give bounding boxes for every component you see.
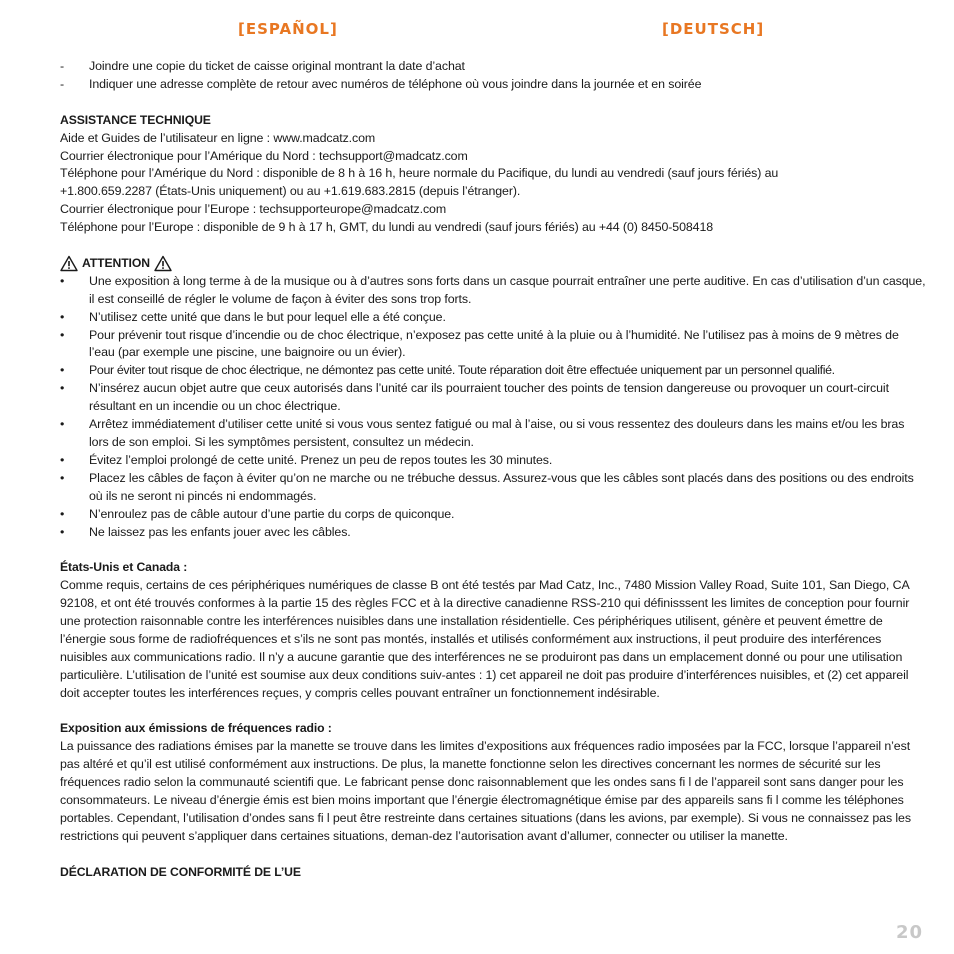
bullet-marker: •: [60, 470, 65, 485]
bullet-marker: •: [60, 327, 65, 342]
document-body: [60, 58, 926, 882]
warning-icon: [60, 255, 78, 272]
bullet-marker: •: [60, 452, 65, 467]
bullet-marker: •: [60, 417, 65, 432]
list-item: • Une exposition à long terme à de la musique ou à d’autres sons forts dans un casque pourrait entraîner une perte auditive. En cas d’utilisation d’un casque, il est conseillé de régler le volume de façon à éviter des sons trop forts.: [60, 273, 926, 306]
list-item: • N’enroulez pas de câble autour d’une partie du corps de quiconque.: [60, 506, 926, 524]
list-item: • N’utilisez cette unité que dans le but pour lequel elle a été conçue.: [60, 309, 926, 327]
tech-line: Téléphone pour l’Europe : disponible de 9 h à 17 h, GMT, du lundi au vendredi (sauf jours fériés) au +44 (0) 8450-508418: [60, 220, 714, 235]
list-item: • Arrêtez immédiatement d’utiliser cette unité si vous vous sentez fatigué ou mal à l’aise, ou si vous ressentez des douleurs dans les mains et/ou les bras lors de son emploi. Si les symptômes persistent, consultez un médecin.: [60, 417, 905, 449]
list-item: • Évitez l’emploi prolongé de cette unité. Prenez un peu de repos toutes les 30 minutes.: [60, 452, 926, 470]
us-canada-heading: États-Unis et Canada :: [60, 560, 188, 575]
bullet-marker: •: [60, 381, 65, 396]
list-item: • Pour éviter tout risque de choc électrique, ne démontez pas cette unité. Toute réparation doit être effectuée uniquement par un personnel qualifié.: [60, 362, 926, 380]
page-number: 20: [895, 922, 923, 943]
dash-marker: -: [60, 76, 65, 91]
tech-support-heading: ASSISTANCE TECHNIQUE: [60, 112, 211, 127]
bullet-marker: •: [60, 506, 65, 521]
bullet-marker: •: [60, 273, 65, 288]
list-item: • Pour prévenir tout risque d’incendie ou de choc électrique, n’exposez pas cette unité à la pluie ou à l’humidité. Ne l’utilisez pas à moins de 9 mètres de l’eau (par exemple une piscine, une baignoire ou un évier).: [60, 327, 899, 360]
list-item: - Joindre une copie du ticket de caisse original montrant la date d’achat: [60, 58, 926, 76]
tech-line: Aide et Guides de l’utilisateur en ligne : www.madcatz.com: [60, 130, 376, 145]
list-item: - Indiquer une adresse complète de retour avec numéros de téléphone où vous joindre dans la journée et en soirée: [60, 76, 926, 94]
rf-exposure-paragraph: La puissance des radiations émises par la manette se trouve dans les limites d’expositions aux fréquences radio imposées par la FCC, lorsque l’appareil n’est pas altéré et qu’il est utilisé conformément aux instructions. De plus, la manette fonctionne selon les directives concernant les normes de sécurité sur les fréquences radio selon la communauté scientifi que. Le fabricant pense donc raisonnablement que les ondes sans fi l de l’appareil sont sans danger pour les consommateurs. Le niveau d’énergie émis est bien moins important que l’énergie électromagnétique émise par des appareils sans fi l comme les téléphones portables. Cependant, l’utilisation d’ondes sans fi l peut être restreinte dans certaines situations (dans les avions, par exemple). Si vous ne connaissez pas les restrictions qui peuvent s’appliquer dans certaines situations, deman-dez l’autorisation avant d’allumer, connecter ou utiliser la manette.: [60, 739, 911, 843]
warning-icon: [154, 255, 172, 272]
list-item: • Placez les câbles de façon à éviter qu’on ne marche ou ne trébuche dessus. Assurez-vous que les câbles sont placés dans des positions ou des endroits où ils ne seront ni pincés ni endommagés.: [60, 470, 914, 503]
bullet-marker: •: [60, 524, 65, 539]
tab-espanol[interactable]: [ESPAÑOL]: [238, 20, 338, 38]
tech-line: Courrier électronique pour l’Amérique du Nord : techsupport@madcatz.com: [60, 148, 468, 163]
eu-declaration-heading: DÉCLARATION DE CONFORMITÉ DE L’UE: [60, 864, 301, 879]
bullet-marker: •: [60, 309, 65, 324]
attention-heading: ATTENTION: [60, 255, 926, 273]
tech-line: Courrier électronique pour l’Europe : techsupporteurope@madcatz.com: [60, 202, 447, 217]
list-item: • Ne laissez pas les enfants jouer avec les câbles.: [60, 524, 926, 542]
tab-deutsch[interactable]: [DEUTSCH]: [662, 20, 765, 38]
rf-exposure-heading: Exposition aux émissions de fréquences radio :: [60, 721, 332, 736]
tech-line: +1.800.659.2287 (États-Unis uniquement) ou au +1.619.683.2815 (depuis l’étranger).: [60, 184, 521, 199]
us-canada-paragraph: Comme requis, certains de ces périphériques numériques de classe B ont été testés par Mad Catz, Inc., 7480 Mission Valley Road, Suite 101, San Diego, CA 92108, et ont été trouvés conformes à la partie 15 des règles FCC et à la directive canadienne RSS-210 qui définisssent les limites de conception pour fournir une protection raisonnable contre les interférences nuisibles dans une installation résidentielle. Ces périphériques utilisent, génère et peuvent émettre de l’énergie sous forme de radiofréquences et s’ils ne sont pas montés, installés et utilisés conformément aux instructions, il peut produire des interférences nuisibles aux communications radio. Il n’y a aucune garantie que des interférences ne se produiront pas dans un emplacement donné ou pour une utilisation particulière. L’utilisation de l’unité est soumise aux deux conditions suiv-antes : 1) cet appareil ne doit pas produire d’interférences nuisibles, et (2) cet appareil doit accepter toutes les interférences reçues, y compris celles pouvant entraîner un fonctionnement indésirable.: [60, 578, 910, 700]
dash-marker: -: [60, 59, 65, 73]
bullet-marker: •: [60, 363, 64, 378]
list-item: • N’insérez aucun objet autre que ceux autorisés dans l’unité car ils pourraient toucher des points de tension dangereuse ou provoquer un court-circuit résultant en un incendie ou un choc électrique.: [60, 381, 889, 414]
tech-line: Téléphone pour l’Amérique du Nord : disponible de 8 h à 16 h, heure normale du Pacifique, du lundi au vendredi (sauf jours fériés) au: [60, 166, 779, 181]
